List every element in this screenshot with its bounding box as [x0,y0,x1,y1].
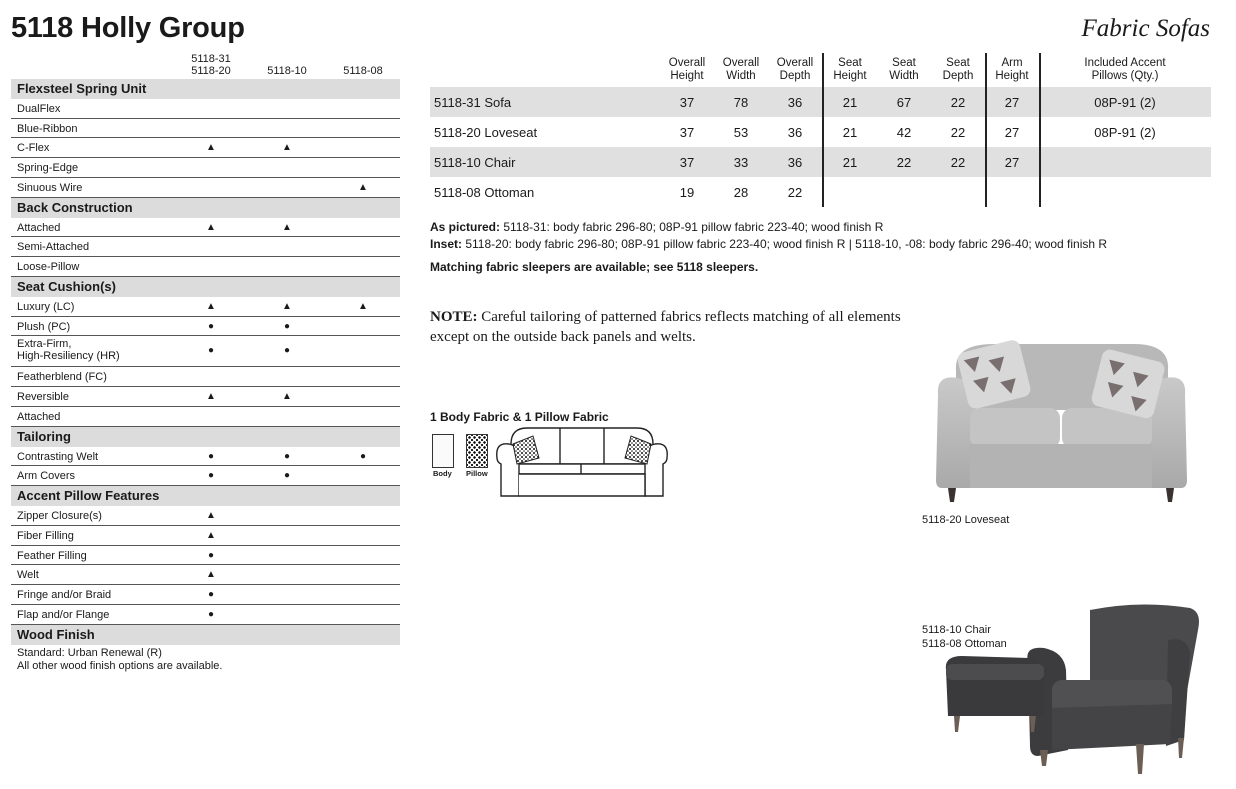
dimension-value: 22 [896,155,912,170]
dimension-value: 27 [1004,155,1020,170]
dimension-value: 19 [679,185,695,200]
feature-label: Loose-Pillow [17,261,80,274]
section-header [11,198,400,218]
triangle-marker-icon: ▲ [206,509,216,521]
wood-finish-note: Standard: Urban Renewal (R) All other wood finish options are available. [17,647,223,672]
feature-row [11,585,400,605]
section-title: Flexsteel Spring Unit [17,81,147,96]
section-title: Tailoring [17,428,71,444]
triangle-marker-icon: ▲ [206,221,216,233]
body-fabric-swatch [432,434,454,468]
feature-row [11,257,400,277]
feature-row [11,138,400,158]
product-name: 5118-31 Sofa [434,95,512,110]
feature-row [11,237,400,257]
feature-label: Contrasting Welt [17,450,99,463]
product-name: 5118-20 Loveseat [434,125,538,140]
section-header [11,79,400,99]
feature-label: Featherblend (FC) [17,371,107,384]
dimension-value: 42 [896,125,912,140]
feature-row [11,387,400,407]
feature-row [11,178,400,198]
triangle-marker-icon: ▲ [282,300,292,312]
pillow-swatch-label: Pillow [466,469,488,478]
dimension-value: 37 [679,125,695,140]
dot-marker-icon: ● [283,345,291,357]
section-title: Back Construction [17,199,133,215]
loveseat-caption: 5118-20 Loveseat [922,514,1010,526]
feature-label: Arm Covers [17,470,76,483]
feature-label: Welt [17,569,39,582]
triangle-marker-icon: ▲ [206,569,216,581]
column-header-5118-31-20: 5118-31 5118-20 [191,53,231,77]
product-name: 5118-10 Chair [434,155,516,170]
dimension-value: 28 [733,185,749,200]
dimension-value: 67 [896,95,912,110]
dimension-header: Overall Width [722,57,760,82]
dot-marker-icon: ● [207,345,215,357]
dimension-value: 22 [787,185,803,200]
triangle-marker-icon: ▲ [282,391,292,403]
dimension-header: Arm Height [995,57,1029,82]
feature-row [11,336,400,367]
feature-label: Luxury (LC) [17,300,75,313]
feature-row [11,546,400,566]
section-header [11,625,400,645]
feature-label: Spring-Edge [17,162,79,175]
triangle-marker-icon: ▲ [358,300,368,312]
dot-marker-icon: ● [207,608,215,620]
dot-marker-icon: ● [207,549,215,561]
feature-label: Fringe and/or Braid [17,589,112,602]
dimension-value: 78 [733,95,749,110]
column-divider [985,53,987,207]
dimension-value: 36 [787,95,803,110]
dimension-value: 36 [787,155,803,170]
dimension-value: 08P-91 (2) [1094,125,1156,140]
dot-marker-icon: ● [207,589,215,601]
section-header [11,486,400,506]
dimension-header: Overall Depth [776,57,814,82]
section-header [11,427,400,447]
pillow-fabric-swatch [466,434,488,468]
section-header [11,277,400,297]
dimension-row [430,147,1211,177]
dimension-value: 21 [842,125,858,140]
triangle-marker-icon: ▲ [206,529,216,541]
category-title: Fabric Sofas [1081,15,1210,42]
dot-marker-icon: ● [359,450,367,462]
dimension-value: 53 [733,125,749,140]
dimension-row [430,87,1211,117]
dimension-value: 37 [679,95,695,110]
dimension-value: 27 [1004,95,1020,110]
dot-marker-icon: ● [283,320,291,332]
feature-row [11,367,400,387]
feature-row [11,407,400,427]
dimension-value: 08P-91 (2) [1094,95,1156,110]
dot-marker-icon: ● [207,320,215,332]
feature-label: Flap and/or Flange [17,608,110,621]
page-title: 5118 Holly Group [11,12,245,44]
feature-row [11,605,400,625]
feature-row [11,526,400,546]
dimensions-table [430,53,1211,207]
chair-ottoman-photo [940,600,1202,780]
section-title: Seat Cushion(s) [17,278,116,294]
feature-label: Plush (PC) [17,320,71,333]
feature-label: Semi-Attached [17,241,90,254]
dimension-value: 33 [733,155,749,170]
feature-row [11,119,400,139]
section-title: Accent Pillow Features [17,488,160,504]
feature-row [11,158,400,178]
dot-marker-icon: ● [283,470,291,482]
feature-row [11,447,400,467]
dot-marker-icon: ● [207,470,215,482]
dimension-header: Seat Width [889,57,919,82]
sofa-line-drawing [493,424,671,500]
feature-row [11,506,400,526]
dimension-row [430,177,1211,207]
column-divider [1039,53,1041,207]
dot-marker-icon: ● [207,450,215,462]
fabric-notes: As pictured: 5118-31: body fabric 296-80; 08P-91 pillow fabric 223-40; wood finish R Inset: 5118-20: body fabric 296-80; 08P-91 pillow fabric 223-40; wood finish R | 5118-10, -08: body fabric 296-40; wood finish R [430,220,1108,251]
dimension-value: 22 [950,155,966,170]
feature-label: Attached [17,221,61,234]
feature-label: Attached [17,410,61,423]
dimension-value: 37 [679,155,695,170]
triangle-marker-icon: ▲ [206,300,216,312]
dimension-row [430,117,1211,147]
dimension-header: Included Accent Pillows (Qty.) [1084,57,1166,82]
body-swatch-label: Body [433,469,452,478]
feature-row [11,317,400,337]
feature-label: Fiber Filling [17,529,74,542]
dimension-header: Seat Height [833,57,867,82]
dimension-value: 22 [950,125,966,140]
feature-row [11,218,400,238]
feature-row [11,99,400,119]
triangle-marker-icon: ▲ [358,181,368,193]
feature-label: Blue-Ribbon [17,122,78,135]
dimension-value: 22 [950,95,966,110]
feature-row [11,565,400,585]
dimension-header: Seat Depth [942,57,974,82]
fabric-diagram-title: 1 Body Fabric & 1 Pillow Fabric [430,410,609,424]
column-header-5118-08: 5118-08 [343,65,383,77]
triangle-marker-icon: ▲ [282,221,292,233]
feature-label: Sinuous Wire [17,181,83,194]
feature-label: Feather Filling [17,549,87,562]
feature-label: Zipper Closure(s) [17,509,102,522]
feature-label: Reversible [17,391,69,404]
dimension-value: 21 [842,155,858,170]
feature-label: DualFlex [17,102,61,115]
dimension-value: 21 [842,95,858,110]
loveseat-photo [934,340,1189,505]
feature-row [11,297,400,317]
column-divider [822,53,824,207]
feature-table [11,79,400,645]
triangle-marker-icon: ▲ [206,391,216,403]
dot-marker-icon: ● [283,450,291,462]
feature-label: Extra-Firm, High-Resiliency (HR) [17,338,120,363]
triangle-marker-icon: ▲ [206,142,216,154]
feature-label: C-Flex [17,142,50,155]
tailoring-note: NOTE: Careful tailoring of patterned fabrics reflects matching of all elements except on the outside back panels and welts. [430,309,901,345]
dimension-value: 36 [787,125,803,140]
sleepers-note: Matching fabric sleepers are available; see 5118 sleepers. [430,260,759,274]
column-header-5118-10: 5118-10 [267,65,307,77]
triangle-marker-icon: ▲ [282,142,292,154]
dimension-value: 27 [1004,125,1020,140]
dimension-header: Overall Height [668,57,706,82]
section-title: Wood Finish [17,626,95,642]
chair-ottoman-caption: 5118-10 Chair 5118-08 Ottoman [922,624,1007,650]
product-name: 5118-08 Ottoman [434,185,535,200]
feature-row [11,466,400,486]
